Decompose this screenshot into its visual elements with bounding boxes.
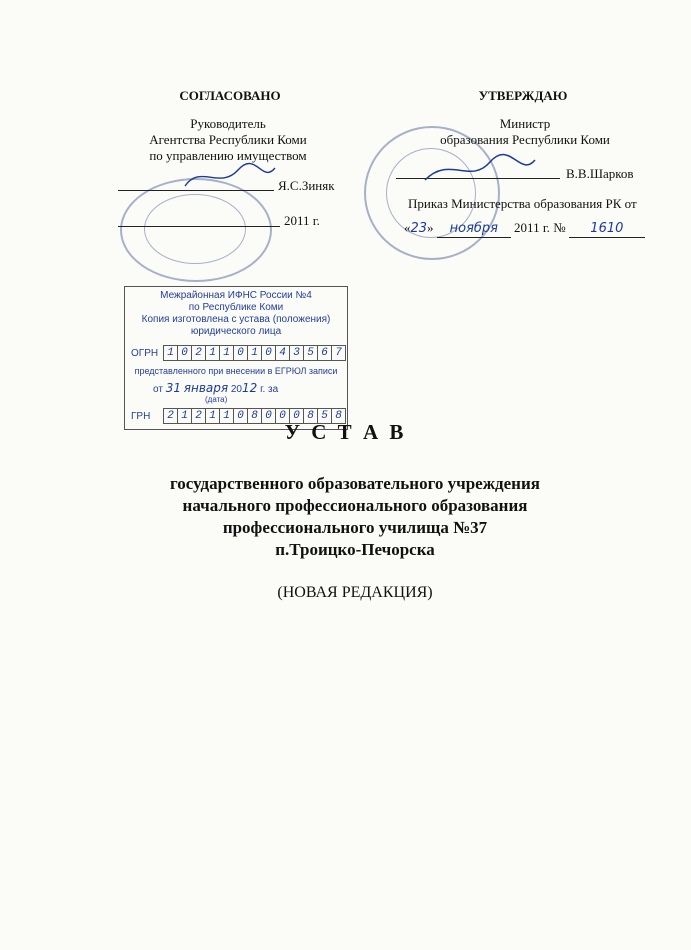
- ogrn-digit-cell: 2: [191, 345, 206, 361]
- grn-digit-cell: 2: [163, 408, 178, 424]
- subtitle-line4: п.Троицко-Печорска: [275, 540, 435, 559]
- stamp-line3: Копия изготовлена с устава (положения): [141, 314, 331, 325]
- grn-digit-cell: 0: [261, 408, 276, 424]
- edition-label: (НОВАЯ РЕДАКЦИЯ): [277, 584, 433, 601]
- grn-digit-cell: 1: [219, 408, 234, 424]
- order-date-row: «23» ноября 2011 г. № 1610: [404, 220, 645, 238]
- grn-digit-cell: 0: [233, 408, 248, 424]
- stamp-line4: юридического лица: [190, 326, 282, 337]
- left-heading: СОГЛАСОВАНО: [179, 88, 281, 103]
- ogrn-digit-cell: 0: [261, 345, 276, 361]
- left-date-year: 2011 г.: [284, 213, 320, 228]
- ogrn-digit-cell: 0: [233, 345, 248, 361]
- grn-label: ГРН: [131, 411, 151, 422]
- subtitle-line3: профессионального училища №37: [222, 518, 488, 537]
- order-number-label: №: [553, 220, 566, 235]
- date-caption: (дата): [205, 395, 228, 404]
- left-position-line3: по управлению имуществом: [149, 148, 307, 163]
- ogrn-label: ОГРН: [131, 348, 159, 359]
- ogrn-digit-cells: [163, 345, 345, 361]
- left-signer-name: Я.С.Зиняк: [278, 178, 335, 193]
- grn-digit-cell: 8: [247, 408, 262, 424]
- ogrn-digit-cell: 5: [303, 345, 318, 361]
- registration-note: представленного при внесении в ЕГРЮЛ записи: [134, 366, 338, 376]
- grn-digit-cell: 2: [191, 408, 206, 424]
- grn-digit-cell: 8: [303, 408, 318, 424]
- grn-digit-cell: 5: [317, 408, 332, 424]
- right-signature-scribble: [420, 150, 540, 190]
- ogrn-digit-cell: 3: [289, 345, 304, 361]
- stamp-date-row: [153, 381, 278, 395]
- right-position-line1: Министр: [499, 116, 551, 131]
- order-day: 23: [410, 221, 428, 236]
- stamp-line1: Межрайонная ИФНС России №4: [160, 290, 312, 301]
- order-line: Приказ Министерства образования РК от: [408, 196, 637, 211]
- from-day: 31: [165, 381, 181, 395]
- grn-digit-cell: 1: [177, 408, 192, 424]
- ogrn-digit-cell: 1: [163, 345, 178, 361]
- left-position-line1: Руководитель: [190, 116, 266, 131]
- order-number: 1610: [569, 221, 645, 238]
- right-heading: УТВЕРЖДАЮ: [478, 88, 568, 103]
- left-date-line: [118, 226, 280, 227]
- left-signature-scribble: [180, 160, 280, 194]
- grn-digit-cell: 8: [331, 408, 346, 424]
- left-position-line2: Агентства Республики Коми: [149, 132, 307, 147]
- grn-digit-cell: 0: [275, 408, 290, 424]
- right-signer-name: В.В.Шарков: [566, 166, 634, 181]
- grn-digit-cell: 1: [205, 408, 220, 424]
- ogrn-digit-cell: 7: [331, 345, 346, 361]
- from-year-prefix: 20: [230, 384, 242, 395]
- ogrn-digit-cell: 1: [205, 345, 220, 361]
- stamp-line2: по Республике Коми: [188, 302, 284, 313]
- ogrn-digit-cell: 0: [177, 345, 192, 361]
- subtitle-line2: начального профессионального образования: [182, 496, 528, 515]
- from-year: 12: [242, 381, 258, 395]
- from-label: от: [153, 384, 163, 395]
- order-year: 2011 г.: [514, 220, 550, 235]
- ogrn-digit-cell: 6: [317, 345, 332, 361]
- registration-stamp: [124, 286, 348, 430]
- ogrn-digit-cell: 4: [275, 345, 290, 361]
- subtitle-line1: государственного образовательного учреждения: [170, 474, 540, 493]
- order-month: ноября: [437, 221, 511, 238]
- document-title: У С Т А В: [284, 420, 407, 444]
- from-year-suffix: г. за: [260, 384, 279, 395]
- grn-digit-cell: 0: [289, 408, 304, 424]
- ogrn-digit-cell: 1: [247, 345, 262, 361]
- from-month: января: [183, 381, 229, 395]
- right-position-line2: образования Республики Коми: [440, 132, 610, 147]
- ogrn-digit-cell: 1: [219, 345, 234, 361]
